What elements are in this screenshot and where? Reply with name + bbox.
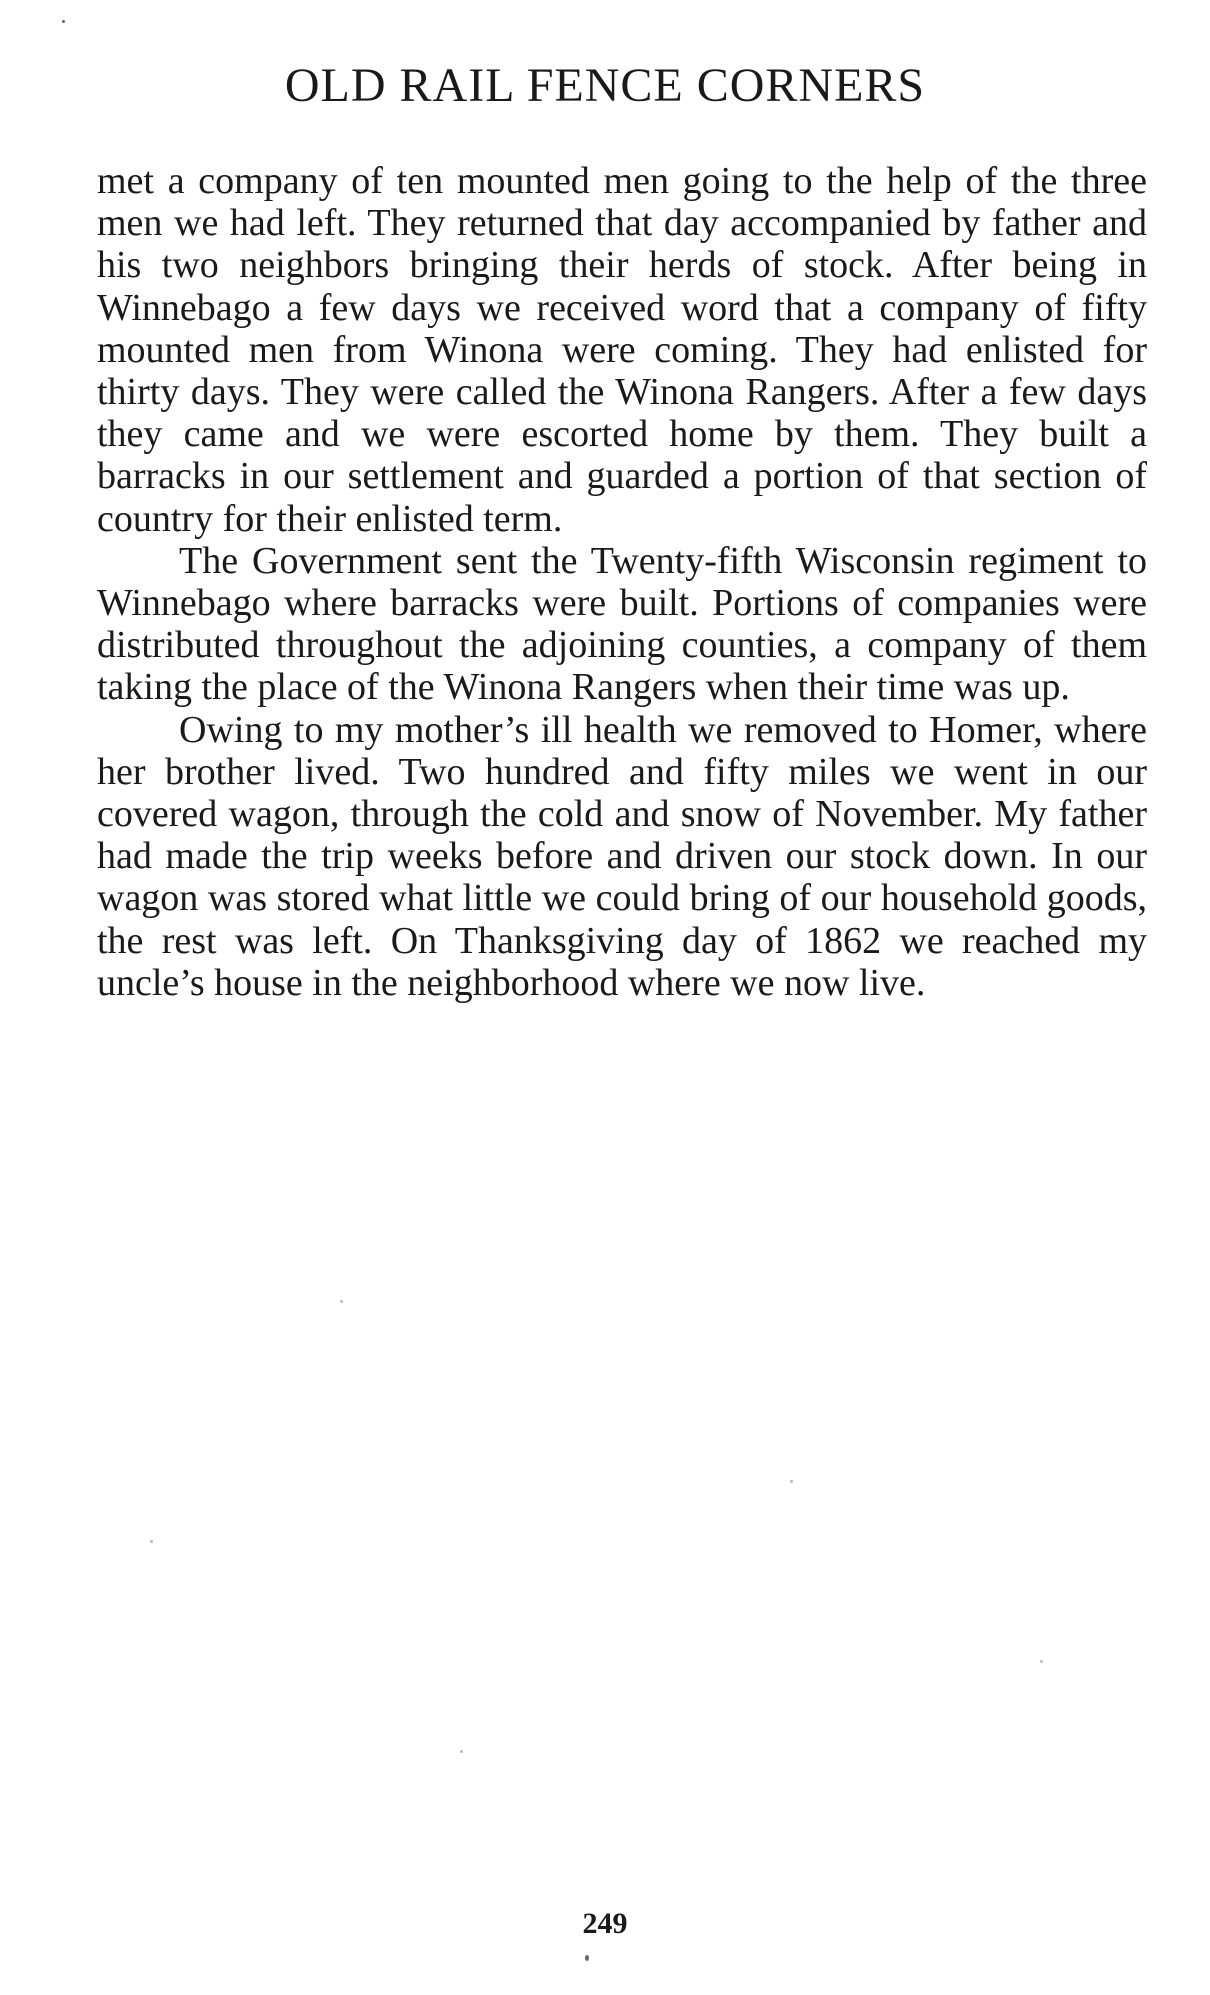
paragraph-3: Owing to my mother’s ill health we removed to Homer, where her brother lived. Two hundred and fifty miles we went in our covered wagon, through the cold and snow of November. My father had made the trip weeks before and driven our stock down. In our wagon was stored what little we could bring of our household goods, the rest was left. On Thanksgiving day of 1862 we reached my uncle’s house in the neighborhood where we now live. bbox=[97, 708, 1147, 1004]
paragraph-2: The Government sent the Twenty-fifth Wisconsin regiment to Winnebago where barracks were built. Portions of companies were distributed throughout the adjoining counties, a company of them taking the place of the Winona Rangers when their time was up. bbox=[97, 539, 1147, 709]
scan-speck bbox=[340, 1300, 343, 1303]
paragraph-1: met a company of ten mounted men going to the help of the three men we had left. They returned that day accompanied by father and his two neighbors bringing their herds of stock. After being in Winnebago a few days we received word that a company of fifty mounted men from Winona were coming. They had enlisted for thirty days. They were called the Winona Rangers. After a few days they came and we were escorted home by them. They built a barracks in our settlement and guarded a portion of that section of country for their enlisted term. bbox=[97, 160, 1147, 540]
scan-speck bbox=[150, 1540, 153, 1543]
page-number: 249 bbox=[582, 1907, 628, 1940]
scan-speck bbox=[585, 1955, 589, 1961]
body-text bbox=[97, 160, 1147, 1004]
scan-speck bbox=[460, 1750, 463, 1753]
scan-speck bbox=[62, 20, 65, 23]
scan-speck bbox=[790, 1480, 793, 1483]
running-head: OLD RAIL FENCE CORNERS bbox=[284, 59, 926, 112]
scan-speck bbox=[1040, 1660, 1043, 1663]
